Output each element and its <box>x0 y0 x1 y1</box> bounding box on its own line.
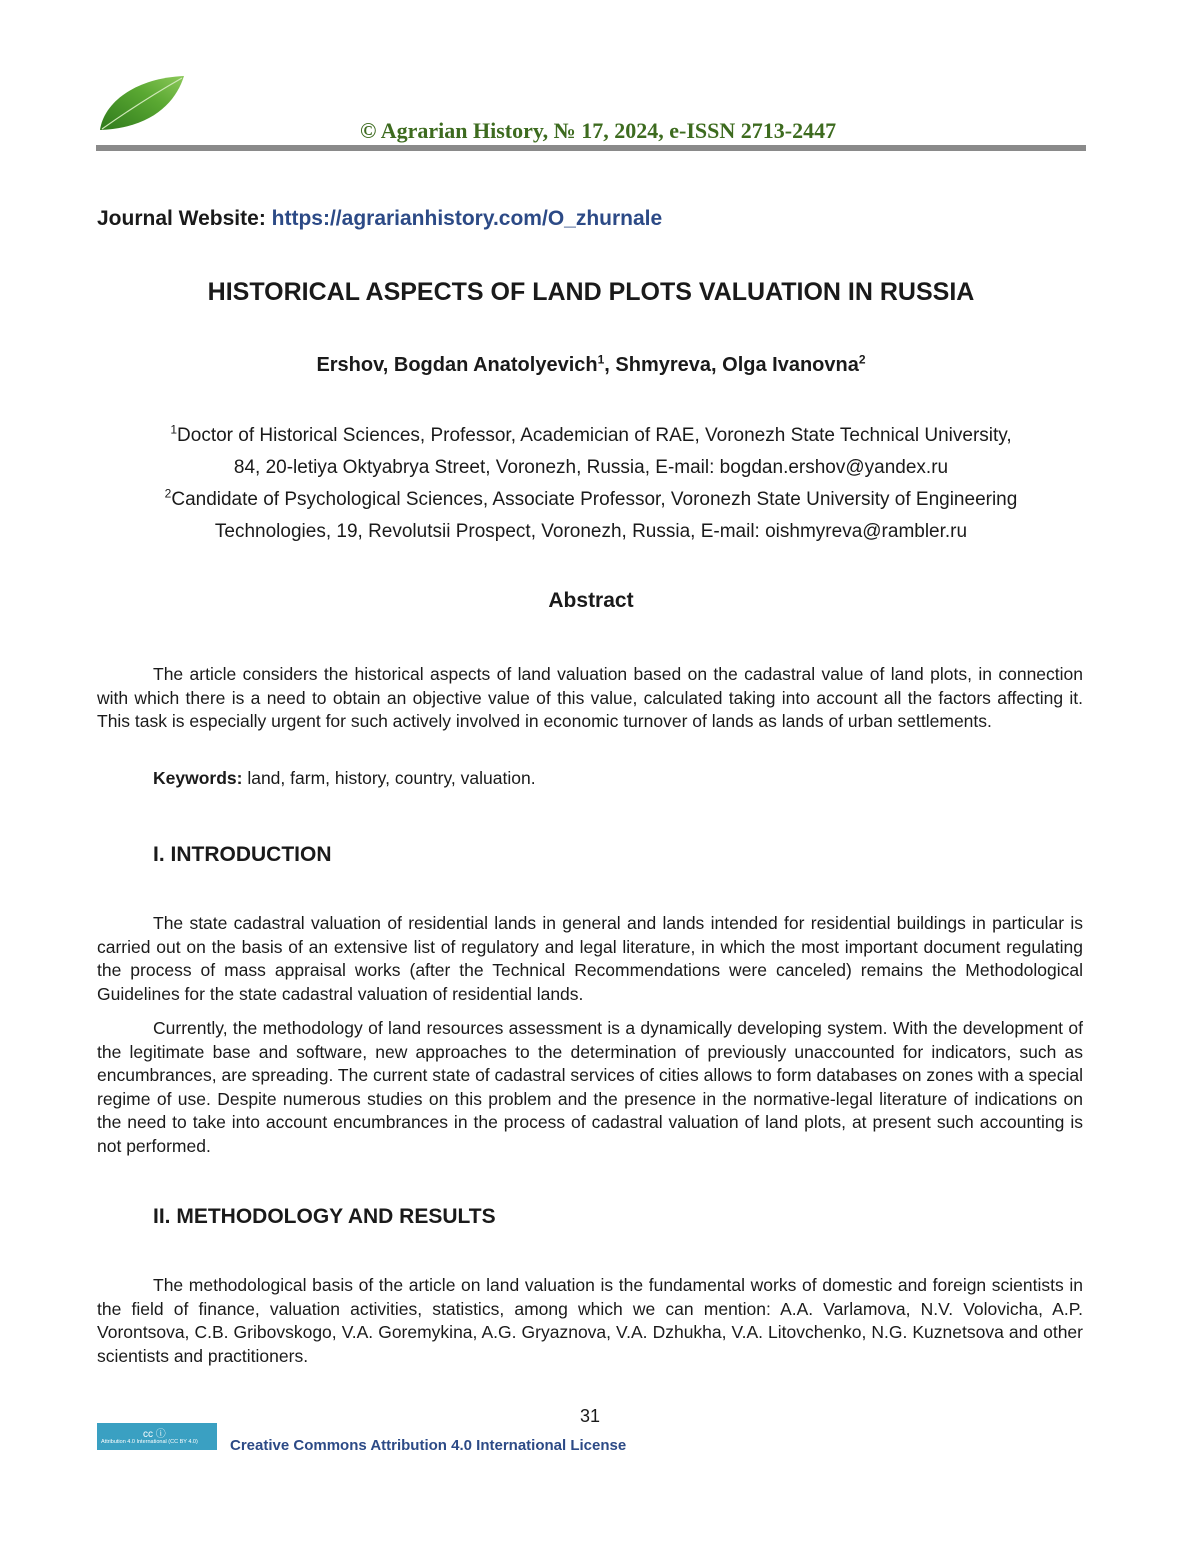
author-1: Ershov, Bogdan Anatolyevich <box>316 354 598 376</box>
license-text: Creative Commons Attribution 4.0 International License <box>230 1437 627 1454</box>
page-number: 31 <box>579 1406 601 1426</box>
introduction-paragraph-1: The state cadastral valuation of residential lands in general and lands intended for residential buildings in particular is carried out on the basis of an extensive list of regulatory and legal literature, in which the most important document regulating the process of mass appraisal works (after the Technical Recommendations were canceled) remains the Methodological Guidelines for the state cadastral valuation of residential lands. <box>97 913 1083 1004</box>
affiliation-1-line-1 <box>96 420 1086 452</box>
header-divider <box>96 145 1086 151</box>
methodology-paragraph-1: The methodological basis of the article on land valuation is the fundamental works of domestic and foreign scientists in the field of finance, valuation activities, statistics, among which we can mention: A.A. Varlamova, N.V. Volovicha, A.P. Vorontsova, C.B. Gribovskogo, V.A. Goremykina, A.G. Gryaznova, V.A. Dzhukha, V.A. Litovchenko, N.G. Kuznetsova and other scientists and practitioners. <box>97 1275 1083 1366</box>
affiliation-2-line-1 <box>96 484 1086 516</box>
affiliation-1-text: Doctor of Historical Sciences, Professor, Academician of RAE, Voronezh State Technical University, <box>177 425 1012 446</box>
affiliation-2-text: Candidate of Psychological Sciences, Associate Professor, Voronezh State University of Engineering <box>171 489 1018 510</box>
section-heading-methodology: II. METHODOLOGY AND RESULTS <box>153 1205 496 1228</box>
cc-by-icon: cc ⓘ <box>143 1429 166 1440</box>
keywords-list: land, farm, history, country, valuation. <box>242 768 536 788</box>
journal-citation: © Agrarian History, № 17, 2024, e-ISSN 2713-2447 <box>360 118 837 143</box>
journal-website-line <box>97 207 662 231</box>
affiliation-2-sup: 2 <box>164 486 172 501</box>
affiliation-2-line-2: Technologies, 19, Revolutsii Prospect, Voronezh, Russia, E-mail: oishmyreva@rambler.ru <box>214 521 968 542</box>
author-1-sup: 1 <box>597 352 605 367</box>
cc-badge-text: Attribution 4.0 International (CC BY 4.0) <box>101 1439 198 1445</box>
keywords-line <box>153 768 536 789</box>
affiliation-1-sup: 1 <box>170 422 178 437</box>
article-title: HISTORICAL ASPECTS OF LAND PLOTS VALUATION IN RUSSIA <box>207 278 975 306</box>
affiliation-1-line-2: 84, 20-letiya Oktyabrya Street, Voronezh, Russia, E-mail: bogdan.ershov@yandex.ru <box>233 457 949 478</box>
section-heading-introduction: I. INTRODUCTION <box>153 843 332 866</box>
author-list <box>96 354 1086 377</box>
website-label: Journal Website: <box>97 207 266 230</box>
author-2-sup: 2 <box>858 352 866 367</box>
abstract-heading: Abstract <box>548 589 634 612</box>
author-separator: , <box>604 354 616 376</box>
website-link[interactable]: https://agrarianhistory.com/O_zhurnale <box>271 207 663 230</box>
introduction-paragraph-2: Currently, the methodology of land resources assessment is a dynamically developing system. With the development of the legitimate base and software, new approaches to the determination of previously unaccounted for indicators, such as encumbrances, are spreading. The current state of cadastral services of cities allows to form databases on zones with a special regime of use. Despite numerous studies on this problem and the presence in the normative-legal literature of indications on the need to take into account encumbrances in the process of cadastral valuation of land plots, at present such accounting is not performed. <box>97 1018 1084 1156</box>
author-2: Shmyreva, Olga Ivanovna <box>615 354 859 376</box>
keywords-label: Keywords: <box>153 768 243 788</box>
cc-license-badge[interactable] <box>97 1423 217 1450</box>
leaf-logo-icon <box>96 72 188 136</box>
abstract-text: The article considers the historical aspects of land valuation based on the cadastral value of land plots, in connection with which there is a need to obtain an objective value of this value, calculated taking into account all the factors affecting it. This task is especially urgent for such actively involved in economic turnover of lands as lands of urban settlements. <box>97 664 1083 731</box>
